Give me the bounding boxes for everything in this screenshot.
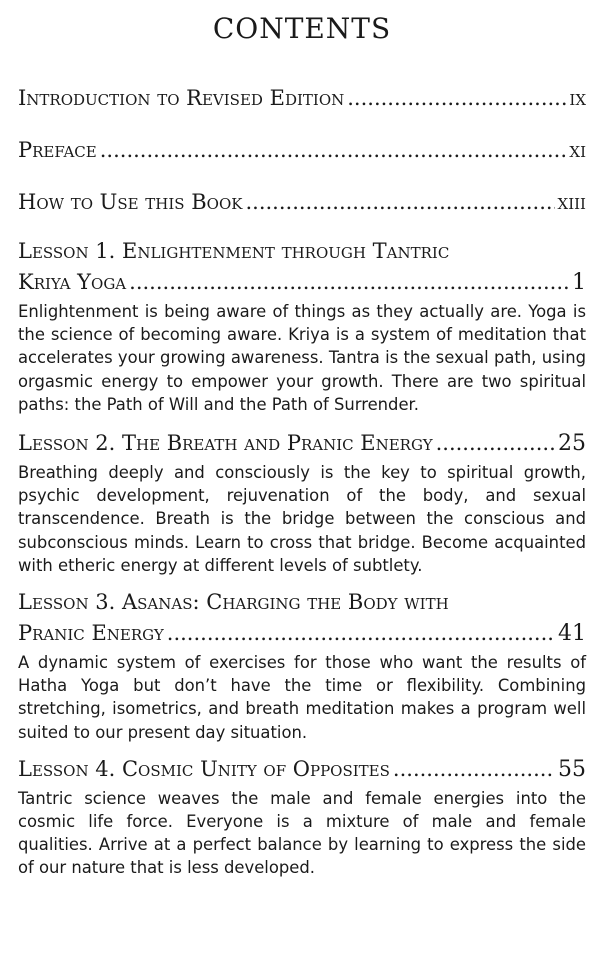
lesson-page-number: 55 bbox=[558, 756, 586, 782]
toc-entry-preface[interactable] bbox=[18, 132, 586, 168]
lesson-page-number: 41 bbox=[558, 621, 586, 647]
lesson-heading-line[interactable]: Lesson 1. Enlightenment through Tantric bbox=[18, 239, 450, 263]
dot-leader bbox=[393, 754, 555, 785]
lesson-heading-entry[interactable] bbox=[18, 618, 586, 649]
lesson-heading: Lesson 2. The Breath and Pranic Energy bbox=[18, 431, 433, 456]
lesson-description: Enlightenment is being aware of things as they actually are. Yoga is the science of becoming aware. Kriya is a system of meditation that accelerates your growing awareness. Tantra is the sexual path, using orgasmic energy to empower your growth. There are two spiritual paths: the Path of Will and the Path of Surrender. bbox=[18, 302, 586, 414]
page-title: CONTENTS bbox=[212, 12, 392, 45]
lesson-description: Breathing deeply and consciously is the key to spiritual growth, psychic development, rejuvenation of the body, and sexual transcendence. Breath is the bridge between the conscious and subconscious minds. Learn to cross that bridge. Become acquainted with etheric energy at different levels of subtlety. bbox=[18, 463, 586, 575]
front-matter-list bbox=[18, 80, 586, 220]
lesson-3-section bbox=[18, 587, 586, 744]
dot-leader bbox=[167, 618, 555, 649]
dot-leader bbox=[436, 428, 555, 459]
lesson-page-number: 25 bbox=[558, 431, 586, 457]
dot-leader bbox=[100, 132, 567, 168]
toc-entry-label: Preface bbox=[18, 138, 97, 162]
lesson-page-number: 1 bbox=[572, 270, 586, 295]
lesson-heading-continued: Kriya Yoga bbox=[18, 270, 127, 294]
toc-entry-how-to-use[interactable] bbox=[18, 184, 586, 220]
lesson-heading-entry[interactable] bbox=[18, 754, 586, 785]
lesson-heading-continued: Pranic Energy bbox=[18, 621, 164, 646]
lesson-heading-entry[interactable] bbox=[18, 267, 586, 298]
lesson-1-section bbox=[18, 236, 586, 416]
lesson-2-section bbox=[18, 428, 586, 577]
toc-entry-label: How to Use this Book bbox=[18, 190, 243, 214]
lesson-heading-entry[interactable] bbox=[18, 428, 586, 459]
lesson-heading: Lesson 4. Cosmic Unity of Opposites bbox=[18, 756, 390, 781]
dot-leader bbox=[129, 267, 569, 298]
lesson-description: Tantric science weaves the male and female energies into the cosmic life force. Everyone is a mixture of male and female qualities. Arrive at a perfect balance by learning to express the side of our nature that is less developed. bbox=[18, 788, 586, 878]
toc-entry-introduction[interactable] bbox=[18, 80, 586, 116]
toc-entry-page: ix bbox=[569, 86, 586, 110]
lesson-heading-line[interactable]: Lesson 3. Asanas: Charging the Body with bbox=[18, 590, 449, 615]
lesson-4-section bbox=[18, 754, 586, 880]
toc-entry-page: xi bbox=[569, 138, 586, 162]
lesson-description: A dynamic system of exercises for those who want the results of Hatha Yoga but don’t have the time or flexibility. Combining stretching, isometrics, and breath meditation makes a program well suited to our present day situation. bbox=[18, 653, 586, 742]
dot-leader bbox=[245, 184, 554, 220]
toc-entry-label: Introduction to Revised Edition bbox=[18, 86, 345, 110]
toc-entry-page: xiii bbox=[557, 190, 586, 214]
dot-leader bbox=[347, 80, 566, 116]
